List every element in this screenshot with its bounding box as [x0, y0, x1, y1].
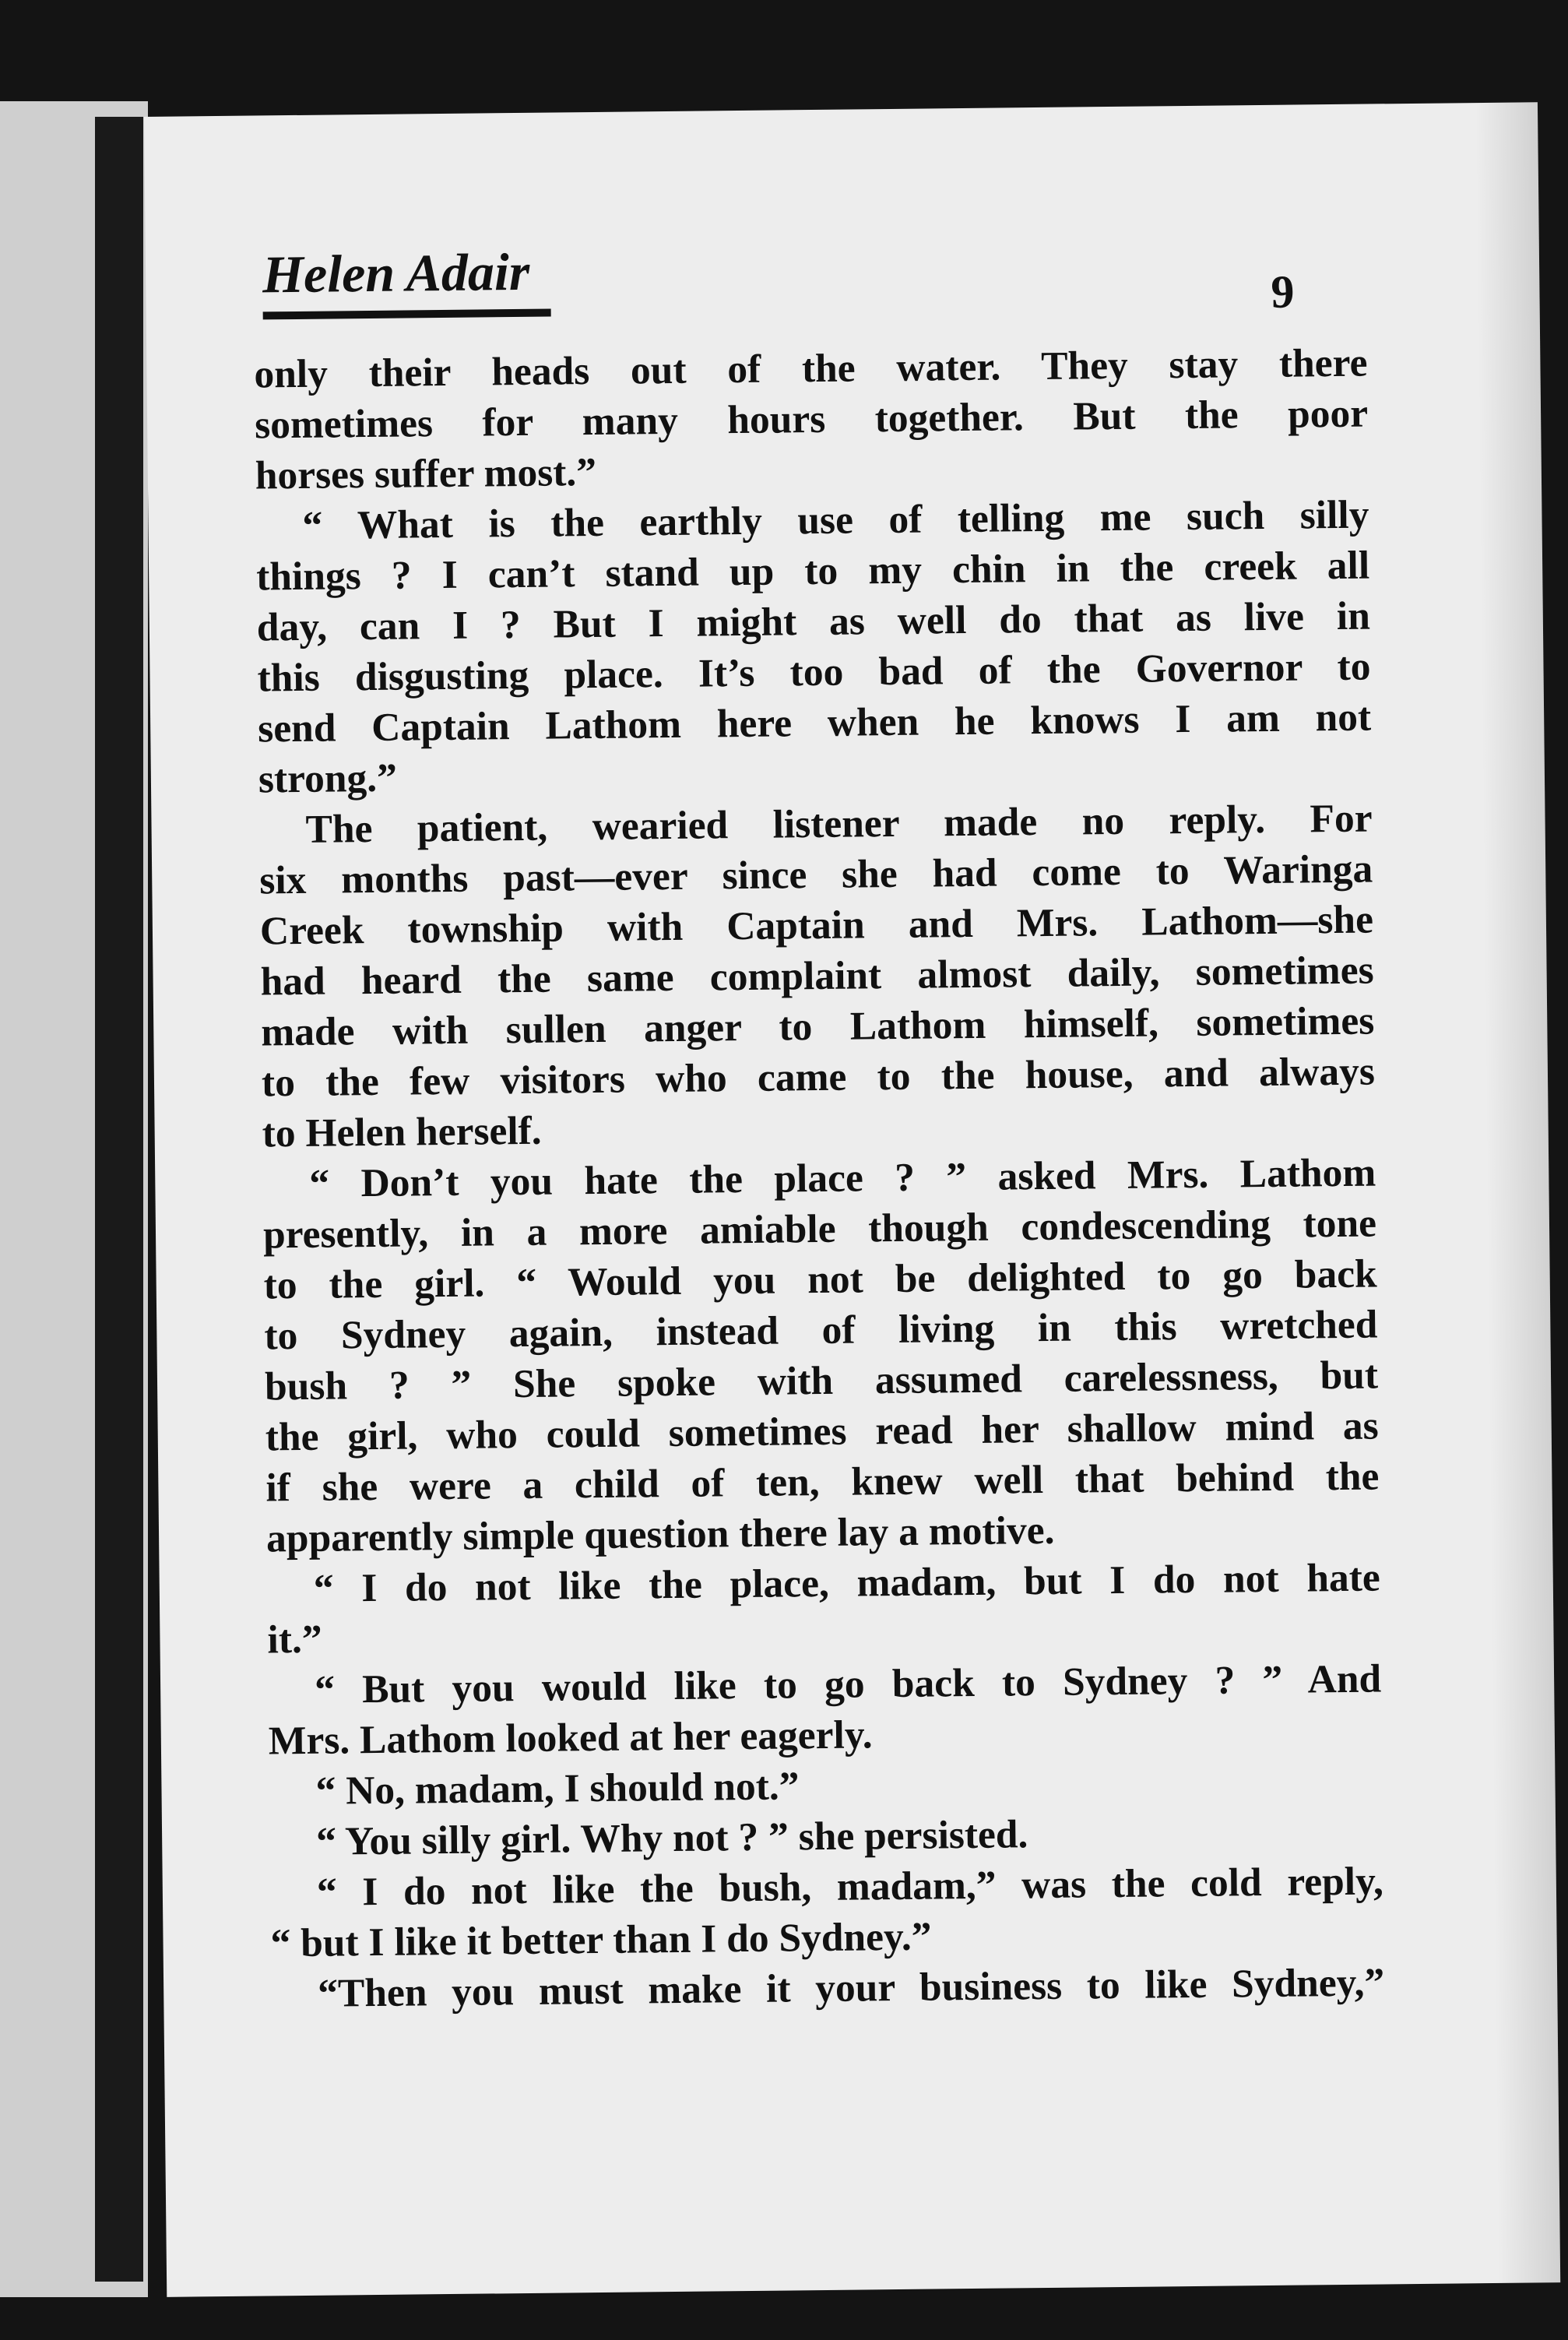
- text-line: strong.”: [258, 755, 398, 802]
- text-line: “ I do not like the bush, madam,” was the cold reply,: [316, 1859, 1384, 1915]
- text-line: if she were a child of ten, knew well that behind the: [265, 1454, 1380, 1511]
- text-line: bush ? ” She spoke with assumed carelessness, but: [264, 1353, 1379, 1409]
- text-line: it.”: [267, 1617, 322, 1663]
- text-line: this disgusting place. It’s too bad of the Governor to: [257, 644, 1371, 701]
- text-line: six months past—ever since she had come to Waringa: [258, 846, 1373, 903]
- text-line: made with sullen anger to Lathom himself, sometimes: [261, 998, 1375, 1055]
- text-line: Creek township with Captain and Mrs. Lathom—she: [259, 897, 1374, 954]
- text-line: “ I do not like the place, madam, but I do not hate: [313, 1555, 1381, 1611]
- body-text: [254, 338, 1384, 2020]
- text-line: send Captain Lathom here when he knows I am not: [257, 695, 1372, 751]
- page-shadow: [1475, 102, 1560, 2283]
- title-rule: [263, 309, 551, 320]
- text-line: presently, in a more amiable though condescending tone: [262, 1201, 1377, 1258]
- text-line: to the girl. “ Would you not be delighted to go back: [263, 1251, 1377, 1308]
- text-line: The patient, wearied listener made no reply. For: [305, 796, 1373, 852]
- text-line: to Helen herself.: [262, 1108, 542, 1156]
- text-line: horses suffer most.”: [255, 449, 597, 498]
- text-line: day, can I ? But I might as well do that as live in: [256, 593, 1371, 650]
- text-line: things ? I can’t stand up to my chin in the creek all: [255, 543, 1370, 600]
- text-line: sometimes for many hours together. But the poor: [254, 391, 1369, 448]
- text-line: to Sydney again, instead of living in this wretched: [264, 1302, 1378, 1359]
- text-line: “ You silly girl. Why not ? ” she persisted.: [315, 1812, 1028, 1864]
- text-line: only their heads out of the water. They stay there: [254, 340, 1368, 397]
- text-line: “ but I like it better than I do Sydney.”: [270, 1914, 932, 1966]
- book-gutter: [95, 117, 143, 2282]
- text-line: “ No, madam, I should not.”: [315, 1764, 800, 1814]
- text-line: apparently simple question there lay a motive.: [265, 1508, 1055, 1561]
- book-page: [144, 102, 1560, 2297]
- running-title: Helen Adair: [262, 241, 530, 304]
- text-line: Mrs. Lathom looked at her eagerly.: [268, 1712, 873, 1764]
- text-line: “Then you must make it your business to like Sydney,”: [317, 1960, 1385, 2016]
- text-line: the girl, who could sometimes read her shallow mind as: [265, 1403, 1379, 1460]
- text-line: “ But you would like to go back to Sydney ? ” And: [314, 1656, 1382, 1712]
- text-line: “ Don’t you hate the place ? ” asked Mrs. Lathom: [309, 1150, 1376, 1206]
- page-number: 9: [1271, 266, 1295, 318]
- text-line: “ What is the earthly use of telling me such silly: [302, 492, 1369, 548]
- text-line: to the few visitors who came to the house, and always: [261, 1049, 1376, 1106]
- text-line: had heard the same complaint almost daily, sometimes: [260, 948, 1374, 1005]
